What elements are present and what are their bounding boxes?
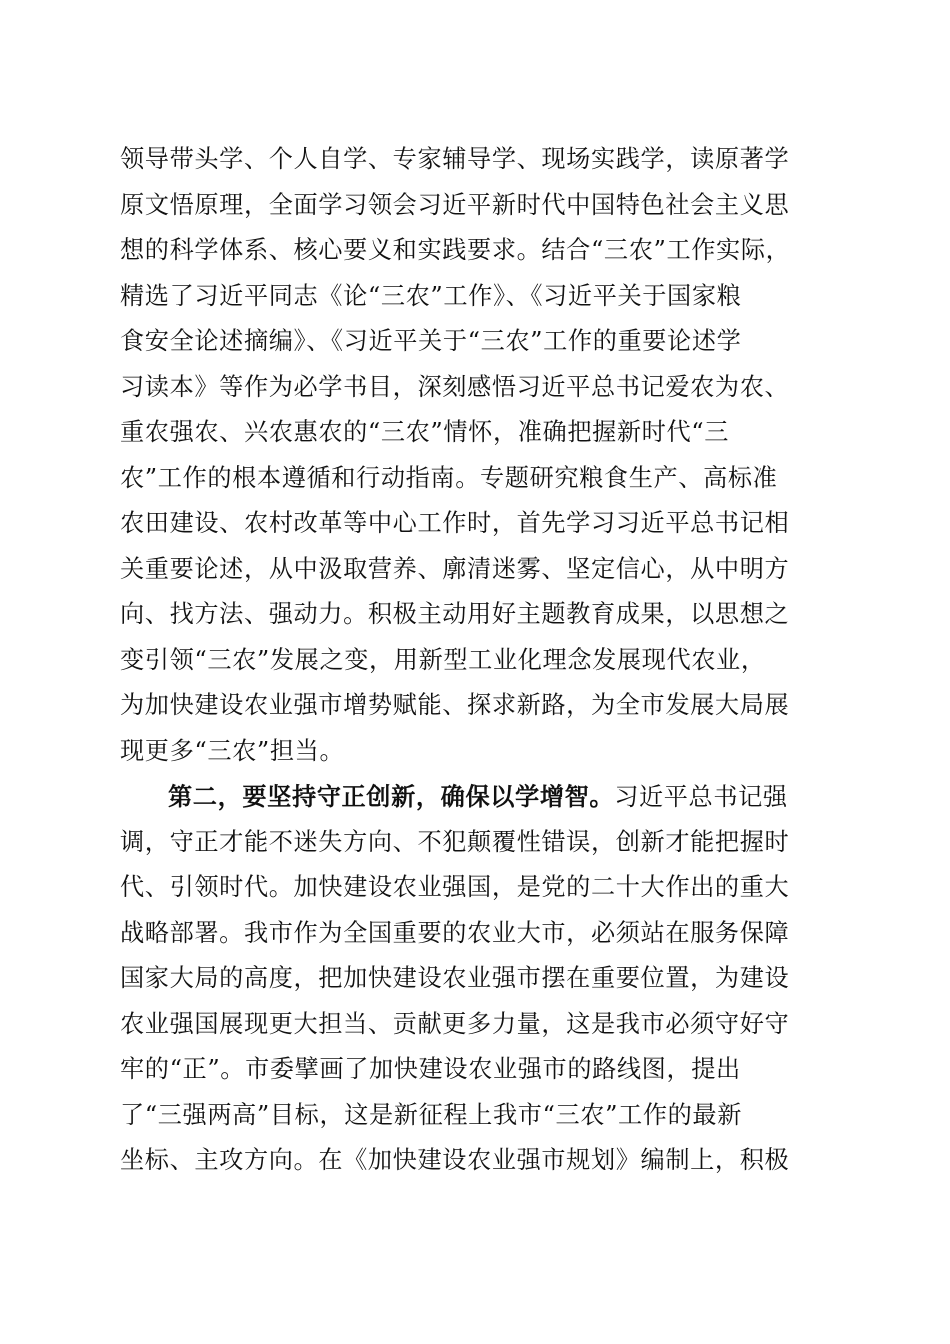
text-line: 变引领“三农”发展之变，用新型工业化理念发展现代农业， — [120, 645, 766, 674]
text-line: 向、找方法、强动力。积极主动用好主题教育成果，以思想之 — [120, 600, 790, 628]
text-line: 为加快建设农业强市增势赋能、探求新路，为全市发展大局展 — [120, 691, 790, 719]
section-heading: 第二，要坚持守正创新，确保以学增智。 — [168, 782, 615, 811]
text-line: 国家大局的高度，把加快建设农业强市摆在重要位置，为建设 — [120, 964, 790, 992]
paragraph-1 — [120, 137, 840, 774]
text-line: 农田建设、农村改革等中心工作时，首先学习习近平总书记相 — [120, 509, 790, 537]
text-line: 精选了习近平同志《论“三农”工作》、《习近平关于国家粮 — [120, 281, 742, 310]
text-line: 习读本》等作为必学书目，深刻感悟习近平总书记爱农为农、 — [120, 372, 790, 401]
text-line: 调，守正才能不迷失方向、不犯颠覆性错误，创新才能把握时 — [120, 827, 790, 856]
text-run: 习近平总书记强 — [614, 783, 788, 811]
text-line: 现更多“三农”担当。 — [120, 736, 345, 765]
paragraph-2 — [120, 774, 840, 1184]
text-line: 原文悟原理，全面学习领会习近平新时代中国特色社会主义思 — [120, 190, 790, 219]
text-line: 农业强国展现更大担当、贡献更多力量，这是我市必须守好守 — [120, 1009, 790, 1038]
paragraph-2-first-line — [120, 774, 840, 820]
text-line: 战略部署。我市作为全国重要的农业大市，必须站在服务保障 — [120, 918, 790, 947]
text-line: 食安全论述摘编》、《习近平关于“三农”工作的重要论述学 — [120, 327, 742, 355]
text-line: 农”工作的根本遵循和行动指南。专题研究粮食生产、高标准 — [120, 463, 778, 492]
text-line: 了“三强两高”目标，这是新征程上我市“三农”工作的最新 — [120, 1100, 742, 1129]
text-line: 坐标、主攻方向。在《加快建设农业强市规划》编制上，积极 — [120, 1146, 790, 1174]
text-line: 代、引领时代。加快建设农业强国，是党的二十大作出的重大 — [120, 873, 790, 901]
text-line: 重农强农、兴农惠农的“三农”情怀，准确把握新时代“三 — [120, 418, 730, 446]
text-line: 想的科学体系、核心要义和实践要求。结合“三农”工作实际， — [120, 236, 791, 264]
text-line: 领导带头学、个人自学、专家辅导学、现场实践学，读原著学 — [120, 145, 790, 173]
text-line: 牢的“正”。市委擘画了加快建设农业强市的路线图，提出 — [120, 1055, 741, 1083]
text-line: 关重要论述，从中汲取营养、廓清迷雾、坚定信心，从中明方 — [120, 554, 790, 583]
